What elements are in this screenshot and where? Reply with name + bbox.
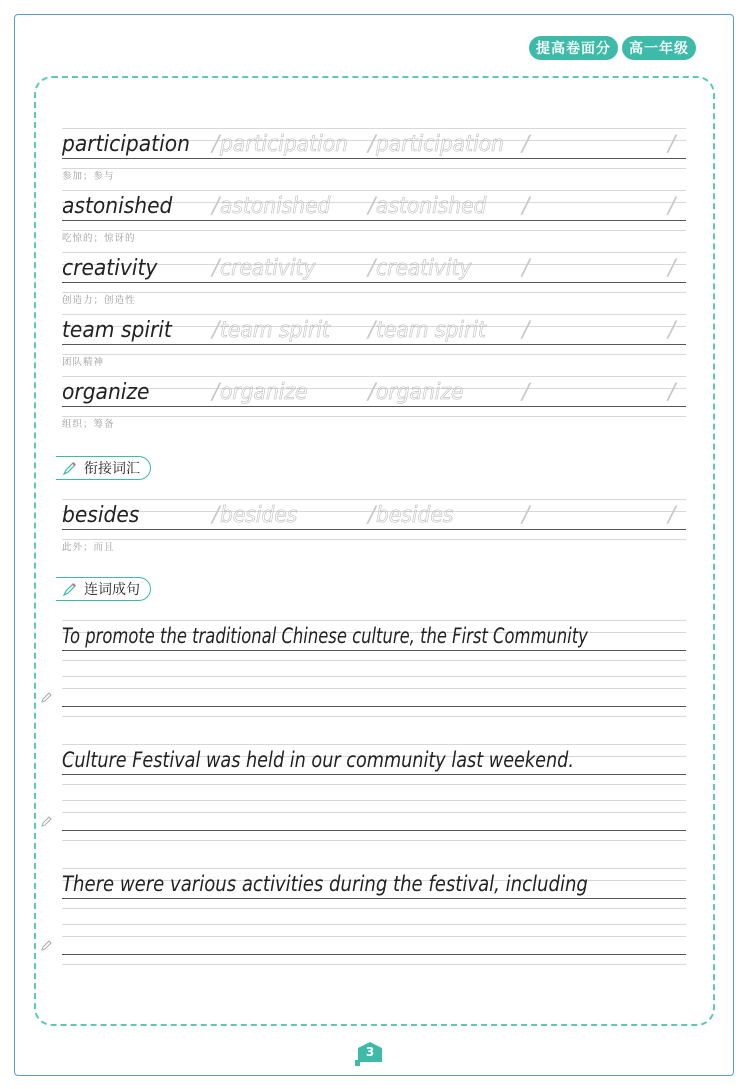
divider-slash: / bbox=[368, 318, 376, 343]
trace-word: participation bbox=[376, 132, 504, 157]
divider-slash: / bbox=[212, 380, 220, 405]
divider-slash: / bbox=[522, 194, 530, 219]
page-number: 3 bbox=[365, 1045, 375, 1059]
pen-icon bbox=[62, 460, 78, 476]
trace-word: creativity bbox=[220, 256, 316, 281]
guide-line bbox=[62, 344, 686, 345]
vocab-row bbox=[62, 128, 686, 182]
guide-line bbox=[62, 830, 686, 831]
divider-slash: / bbox=[522, 380, 530, 405]
header-tag-grade: 高一年级 bbox=[622, 36, 696, 60]
guide-line bbox=[62, 840, 686, 841]
guide-line bbox=[62, 499, 686, 500]
guide-line bbox=[62, 376, 686, 377]
guide-line bbox=[62, 784, 686, 785]
guide-line bbox=[62, 800, 686, 801]
trace-word: participation bbox=[220, 132, 348, 157]
section-linking-title: 衔接词汇 bbox=[84, 461, 140, 477]
guide-line bbox=[62, 158, 686, 159]
guide-line bbox=[62, 282, 686, 283]
divider-slash: / bbox=[668, 132, 676, 157]
pencil-icon bbox=[40, 692, 52, 704]
sentence-block bbox=[62, 620, 686, 740]
guide-line bbox=[62, 406, 686, 407]
vocab-gloss: 组织；筹备 bbox=[62, 419, 115, 430]
guide-line bbox=[62, 868, 686, 869]
guide-line bbox=[62, 676, 686, 677]
vocab-word: team spirit bbox=[62, 318, 172, 343]
guide-line bbox=[62, 354, 686, 355]
guide-line bbox=[62, 898, 686, 899]
trace-word: organize bbox=[376, 380, 464, 405]
vocab-word: creativity bbox=[62, 256, 158, 281]
divider-slash: / bbox=[368, 503, 376, 528]
vocab-word: organize bbox=[62, 380, 150, 405]
header-tag-score: 提高卷面分 bbox=[529, 36, 618, 60]
divider-slash: / bbox=[668, 318, 676, 343]
trace-word: astonished bbox=[220, 194, 331, 219]
guide-line bbox=[62, 230, 686, 231]
section-sentences-tag bbox=[56, 577, 151, 601]
pencil-icon bbox=[40, 816, 52, 828]
guide-line bbox=[62, 744, 686, 745]
vocab-row bbox=[62, 190, 686, 244]
divider-slash: / bbox=[368, 380, 376, 405]
page-number-badge bbox=[355, 1040, 385, 1066]
guide-line bbox=[62, 954, 686, 955]
guide-line bbox=[62, 252, 686, 253]
guide-line bbox=[62, 539, 686, 540]
pencil-icon bbox=[40, 940, 52, 952]
divider-slash: / bbox=[522, 256, 530, 281]
guide-line bbox=[62, 620, 686, 621]
divider-slash: / bbox=[212, 503, 220, 528]
trace-word: besides bbox=[220, 503, 298, 528]
sentence-text: Culture Festival was held in our community last weekend. bbox=[62, 748, 574, 772]
sentence-text: There were various activities during the festival, including bbox=[62, 872, 588, 896]
trace-word: creativity bbox=[376, 256, 472, 281]
divider-slash: / bbox=[212, 256, 220, 281]
sentence-block bbox=[62, 868, 686, 988]
guide-line bbox=[62, 292, 686, 293]
divider-slash: / bbox=[212, 194, 220, 219]
trace-word: astonished bbox=[376, 194, 487, 219]
guide-line bbox=[62, 964, 686, 965]
header-tags bbox=[529, 36, 696, 60]
sentence-text: To promote the traditional Chinese culture, the First Community bbox=[62, 624, 588, 648]
vocab-word: besides bbox=[62, 503, 140, 528]
section-linking-tag bbox=[56, 456, 151, 480]
divider-slash: / bbox=[522, 318, 530, 343]
divider-slash: / bbox=[668, 503, 676, 528]
guide-line bbox=[62, 220, 686, 221]
divider-slash: / bbox=[368, 256, 376, 281]
guide-line bbox=[62, 924, 686, 925]
divider-slash: / bbox=[522, 132, 530, 157]
divider-slash: / bbox=[212, 318, 220, 343]
vocab-row bbox=[62, 376, 686, 430]
guide-line bbox=[62, 416, 686, 417]
trace-word: besides bbox=[376, 503, 454, 528]
guide-line bbox=[62, 529, 686, 530]
guide-line bbox=[62, 688, 686, 689]
guide-line bbox=[62, 936, 686, 937]
guide-line bbox=[62, 660, 686, 661]
vocab-gloss: 参加；参与 bbox=[62, 171, 115, 182]
pen-icon bbox=[62, 581, 78, 597]
vocab-gloss: 此外；而且 bbox=[62, 542, 115, 553]
guide-line bbox=[62, 128, 686, 129]
trace-word: organize bbox=[220, 380, 308, 405]
vocab-word: astonished bbox=[62, 194, 173, 219]
guide-line bbox=[62, 314, 686, 315]
vocab-row bbox=[62, 499, 686, 553]
divider-slash: / bbox=[668, 194, 676, 219]
guide-line bbox=[62, 650, 686, 651]
divider-slash: / bbox=[368, 194, 376, 219]
guide-line bbox=[62, 706, 686, 707]
section-sentences-title: 连词成句 bbox=[84, 582, 140, 598]
vocab-row bbox=[62, 252, 686, 306]
trace-word: team spirit bbox=[376, 318, 486, 343]
guide-line bbox=[62, 168, 686, 169]
divider-slash: / bbox=[668, 256, 676, 281]
vocab-gloss: 创造力；创造性 bbox=[62, 295, 136, 306]
guide-line bbox=[62, 908, 686, 909]
vocab-gloss: 吃惊的；惊讶的 bbox=[62, 233, 136, 244]
divider-slash: / bbox=[368, 132, 376, 157]
trace-word: team spirit bbox=[220, 318, 330, 343]
vocab-row bbox=[62, 314, 686, 368]
vocab-gloss: 团队精神 bbox=[62, 357, 105, 368]
vocab-word: participation bbox=[62, 132, 190, 157]
guide-line bbox=[62, 774, 686, 775]
divider-slash: / bbox=[212, 132, 220, 157]
divider-slash: / bbox=[522, 503, 530, 528]
guide-line bbox=[62, 190, 686, 191]
sentence-block bbox=[62, 744, 686, 864]
guide-line bbox=[62, 716, 686, 717]
divider-slash: / bbox=[668, 380, 676, 405]
guide-line bbox=[62, 812, 686, 813]
